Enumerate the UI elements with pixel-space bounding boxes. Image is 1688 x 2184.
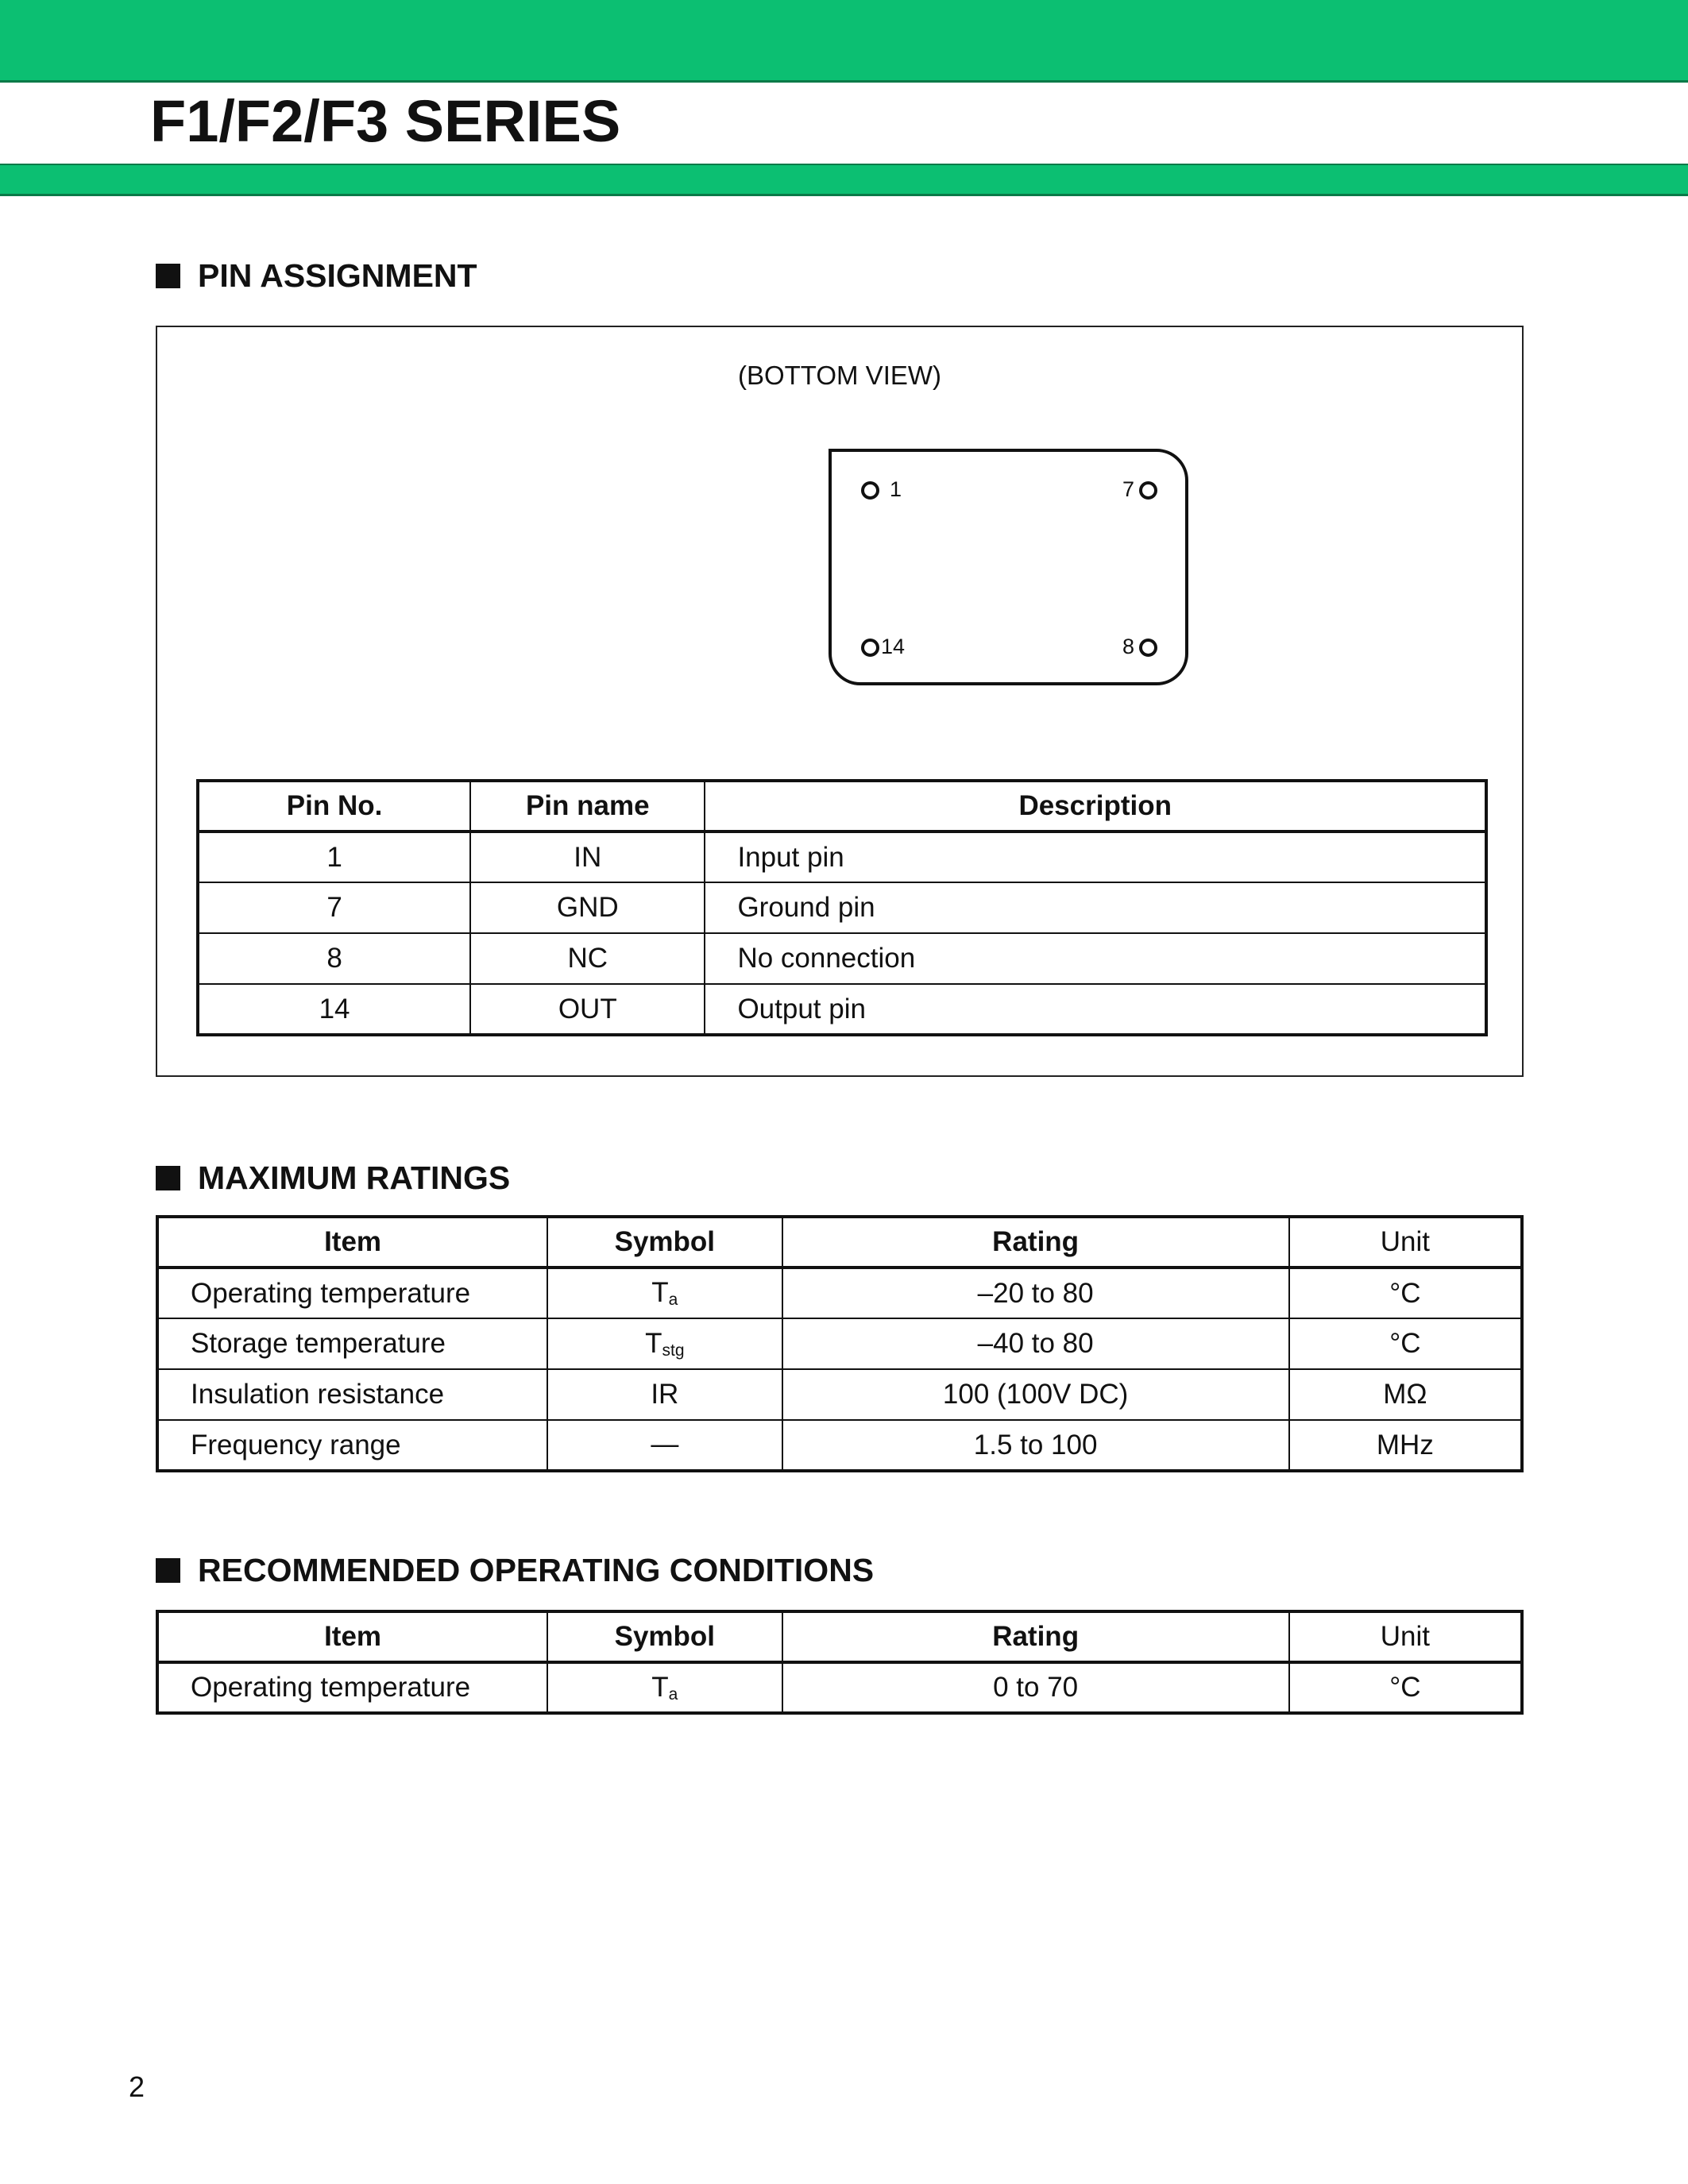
pin-no-cell: 1	[198, 832, 470, 882]
rating-cell: –40 to 80	[782, 1318, 1289, 1369]
item-cell: Operating temperature	[157, 1662, 547, 1713]
recommended-conditions-table	[156, 1610, 1524, 1715]
unit-cell: °C	[1289, 1318, 1522, 1369]
pin-table	[196, 779, 1488, 1036]
table-header-row	[157, 1611, 1522, 1662]
recommended-conditions-heading-text: RECOMMENDED OPERATING CONDITIONS	[198, 1552, 875, 1588]
column-header: Pin No.	[198, 781, 470, 832]
symbol-cell	[547, 1662, 782, 1713]
square-bullet-icon	[156, 264, 180, 288]
column-header: Symbol	[547, 1611, 782, 1662]
table-row	[157, 1662, 1522, 1713]
column-header: Rating	[782, 1611, 1289, 1662]
pin-1-dot-icon	[861, 481, 879, 500]
header-bottom-band	[0, 164, 1688, 196]
column-header: Item	[157, 1611, 547, 1662]
pin-7-label: 7	[1122, 477, 1135, 501]
pin-1-label: 1	[890, 477, 902, 501]
table-row	[198, 933, 1486, 984]
pin-assignment-heading-text: PIN ASSIGNMENT	[198, 257, 477, 294]
symbol-cell	[547, 1268, 782, 1318]
pin-no-cell: 7	[198, 882, 470, 933]
recommended-conditions-heading	[156, 1550, 874, 1590]
pin-name-cell: GND	[470, 882, 705, 933]
column-header: Symbol	[547, 1217, 782, 1268]
item-cell: Frequency range	[157, 1420, 547, 1471]
maximum-ratings-table	[156, 1215, 1524, 1472]
symbol-cell	[547, 1369, 782, 1420]
package-outline	[829, 449, 1188, 685]
square-bullet-icon	[156, 1166, 180, 1190]
unit-cell: °C	[1289, 1662, 1522, 1713]
symbol-subscript: a	[668, 1684, 678, 1704]
column-header: Item	[157, 1217, 547, 1268]
header-top-band	[0, 0, 1688, 83]
symbol-cell	[547, 1318, 782, 1369]
symbol-main: T	[645, 1327, 662, 1359]
pin-description-cell: Ground pin	[705, 882, 1486, 933]
rating-cell: –20 to 80	[782, 1268, 1289, 1318]
pin-assignment-heading	[156, 256, 477, 295]
table-row	[198, 882, 1486, 933]
item-cell: Storage temperature	[157, 1318, 547, 1369]
rating-cell: 0 to 70	[782, 1662, 1289, 1713]
pin-no-cell: 14	[198, 984, 470, 1035]
column-header: Rating	[782, 1217, 1289, 1268]
pin-name-cell: OUT	[470, 984, 705, 1035]
page-number: 2	[129, 2070, 145, 2103]
pin-description-cell: Output pin	[705, 984, 1486, 1035]
symbol-main: —	[651, 1429, 679, 1460]
pin-name-cell: NC	[470, 933, 705, 984]
column-header: Pin name	[470, 781, 705, 832]
rating-cell: 1.5 to 100	[782, 1420, 1289, 1471]
pin-14-label: 14	[881, 635, 906, 658]
pin-8-label: 8	[1122, 635, 1135, 658]
pin-description-cell: No connection	[705, 933, 1486, 984]
rating-cell: 100 (100V DC)	[782, 1369, 1289, 1420]
unit-cell: MHz	[1289, 1420, 1522, 1471]
pin-8-dot-icon	[1139, 639, 1157, 657]
table-row	[157, 1420, 1522, 1471]
symbol-cell	[547, 1420, 782, 1471]
unit-cell: °C	[1289, 1268, 1522, 1318]
unit-cell: MΩ	[1289, 1369, 1522, 1420]
column-header: Description	[705, 781, 1486, 832]
square-bullet-icon	[156, 1558, 180, 1583]
pin-assignment-box	[156, 326, 1524, 1077]
pin-description-cell: Input pin	[705, 832, 1486, 882]
table-row	[157, 1369, 1522, 1420]
pin-7-dot-icon	[1139, 481, 1157, 500]
table-row	[198, 832, 1486, 882]
column-header: Unit	[1289, 1217, 1522, 1268]
table-header-row	[157, 1217, 1522, 1268]
view-caption: (BOTTOM VIEW)	[737, 361, 942, 390]
item-cell: Insulation resistance	[157, 1369, 547, 1420]
pin-name-cell: IN	[470, 832, 705, 882]
maximum-ratings-heading	[156, 1158, 510, 1198]
table-row	[157, 1318, 1522, 1369]
pin-no-cell: 8	[198, 933, 470, 984]
symbol-main: T	[651, 1277, 669, 1308]
item-cell: Operating temperature	[157, 1268, 547, 1318]
symbol-subscript: a	[668, 1291, 678, 1309]
table-row	[157, 1268, 1522, 1318]
table-row	[198, 984, 1486, 1035]
symbol-main: T	[651, 1671, 669, 1703]
column-header: Unit	[1289, 1611, 1522, 1662]
symbol-subscript: stg	[662, 1341, 685, 1360]
symbol-main: IR	[651, 1378, 679, 1410]
maximum-ratings-heading-text: MAXIMUM RATINGS	[198, 1160, 511, 1196]
table-header-row	[198, 781, 1486, 832]
series-title: F1/F2/F3 SERIES	[150, 88, 621, 154]
pin-14-dot-icon	[861, 639, 879, 657]
